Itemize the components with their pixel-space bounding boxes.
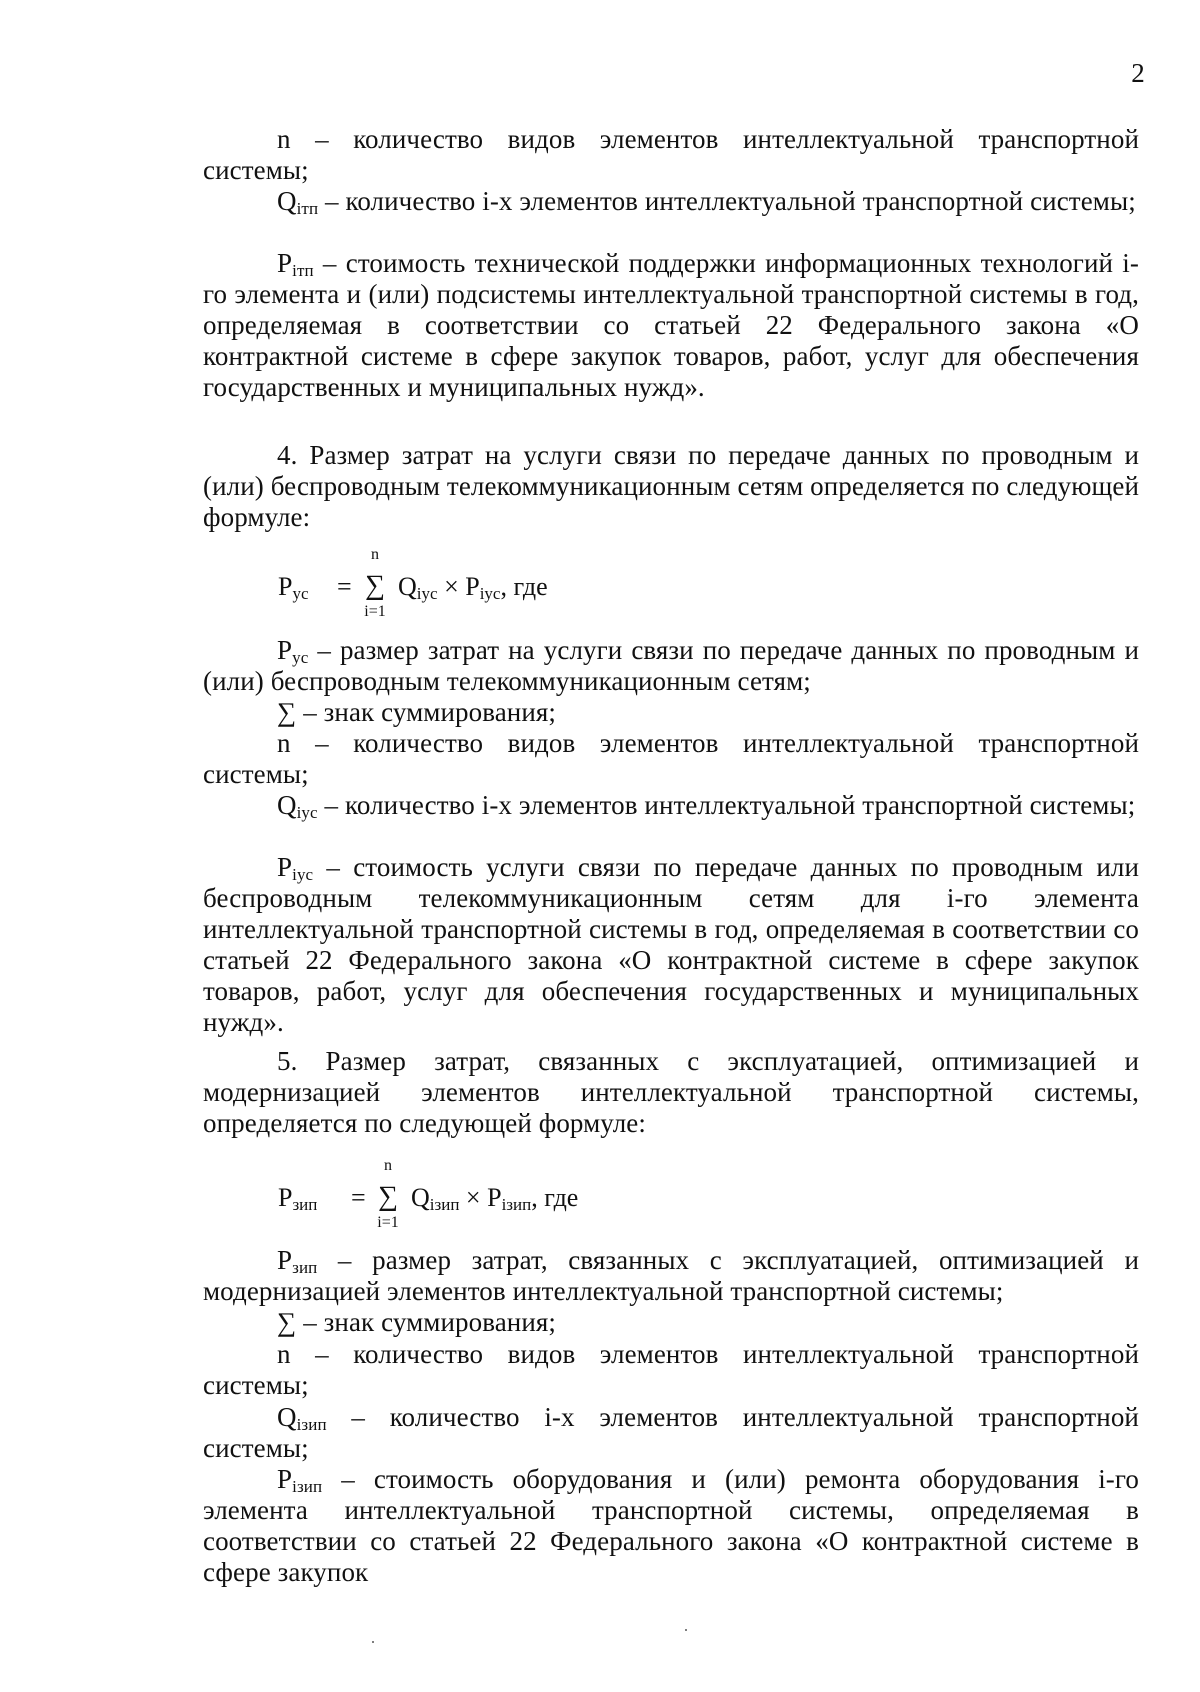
- definition-p-ius-text: – стоимость услуги связи по передаче данных по проводным или беспроводным телекоммуникационным сетям для i-го элемента интеллектуальной транспортной системы в год, определяемая в соответствии со статьей 22 Федерального закона «О контрактной системе в сфере закупок товаров, работ, услуг для обеспечения государственных и муниципальных нужд».: [203, 852, 1139, 1037]
- q-ius-subscript: iус: [296, 803, 318, 822]
- p-ius-subscript: iус: [292, 865, 314, 884]
- formula-pus-rhs: $Q_{iус} \times P_{iус}$, где: [398, 572, 548, 603]
- definition-p-itp: $P_{iтп}$ – стоимость технической поддержки информационных технологий i-го элемента и (или) подсистемы интеллектуальной транспортной системы в год, определяемая в соответствии со статьей 22 Федерального закона «О контрактной системе в сфере закупок товаров, работ, услуг для обеспечения государственных и муниципальных нужд».: [203, 248, 1139, 402]
- sigma-icon: ∑: [365, 570, 385, 601]
- formula-pzip-q-subscript: iзип: [429, 1195, 460, 1214]
- p-izip-subscript: iзип: [292, 1477, 323, 1496]
- p-itp-subscript: iтп: [292, 261, 314, 280]
- formula-pzip-sum-lower: i=1: [377, 1214, 399, 1231]
- definition-sigma-2: ∑ – знак суммирования;: [277, 1307, 557, 1337]
- section-4-intro: 4. Размер затрат на услуги связи по передаче данных по проводным и (или) беспроводным телекоммуникационным сетям определяется по следующей формуле:: [203, 440, 1140, 532]
- definition-p-ius: $P_{iус}$ – стоимость услуги связи по передаче данных по проводным или беспроводным телекоммуникационным сетям для i-го элемента интеллектуальной транспортной системы в год, определяемая в соответствии со статьей 22 Федерального закона «О контрактной системе в сфере закупок товаров, работ, услуг для обеспечения государственных и муниципальных нужд».: [203, 852, 1139, 1037]
- q-izip-subscript: iзип: [296, 1415, 327, 1434]
- definition-n-izip: n – количество видов элементов интеллектуальной транспортной системы;: [203, 1339, 1139, 1400]
- definition-pzip: $P_{зип}$ – размер затрат, связанных с эксплуатацией, оптимизацией и модернизацией элементов интеллектуальной транспортной системы;: [203, 1245, 1139, 1306]
- pus-subscript: ус: [292, 648, 309, 667]
- formula-pzip-sum-upper: n: [384, 1157, 392, 1174]
- formula-pus-equals: =: [337, 572, 352, 601]
- definition-pus-text: – размер затрат на услуги связи по передаче данных по проводным и (или) беспроводным телекоммуникационным сетям;: [203, 635, 1139, 696]
- definition-p-izip-text: – стоимость оборудования и (или) ремонта оборудования i-го элемента интеллектуальной транспортной системы, определяемая в соответствии со статьей 22 Федерального закона «О контрактной системе в сфере закупок: [203, 1464, 1139, 1587]
- formula-pzip-lhs: $P_{зип}$: [278, 1183, 318, 1214]
- section-5-intro: 5. Размер затрат, связанных с эксплуатацией, оптимизацией и модернизацией элементов интеллектуальной транспортной системы, определяется по следующей формуле:: [203, 1046, 1139, 1138]
- formula-pus-tail: , где: [500, 572, 548, 601]
- definition-pus: $P_{ус}$ – размер затрат на услуги связи по передаче данных по проводным и (или) беспроводным телекоммуникационным сетям;: [203, 635, 1139, 696]
- q-itp-subscript: iтп: [296, 199, 319, 218]
- definition-p-itp-text: – стоимость технической поддержки информационных технологий i-го элемента и (или) подсистемы интеллектуальной транспортной системы в год, определяемая в соответствии со статьей 22 Федерального закона «О контрактной системе в сфере закупок товаров, работ, услуг для обеспечения государственных и муниципальных нужд».: [203, 248, 1139, 402]
- formula-pus-times: ×: [444, 572, 459, 601]
- formula-pzip-rhs: $Q_{iзип} \times P_{iзип}$, где: [411, 1183, 579, 1214]
- definition-p-izip: $P_{iзип}$ – стоимость оборудования и (или) ремонта оборудования i-го элемента интеллектуальной транспортной системы, определяемая в соответствии со статьей 22 Федерального закона «О контрактной системе в сфере закупок: [203, 1464, 1139, 1587]
- sigma-icon: ∑: [378, 1181, 398, 1212]
- formula-pzip-p-subscript: iзип: [501, 1195, 532, 1214]
- formula-pus-q-subscript: iус: [416, 584, 438, 603]
- formula-pzip-sum: [373, 1157, 403, 1237]
- formula-pus-p-subscript: iус: [479, 584, 501, 603]
- definition-q-itp: $Q_{iтп}$ – количество i-х элементов интеллектуальной транспортной системы;: [277, 186, 1136, 218]
- formula-pus-sum-lower: i=1: [364, 603, 386, 620]
- definition-n-itp: n – количество видов элементов интеллектуальной транспортной системы;: [203, 124, 1139, 185]
- definition-q-izip: $Q_{iзип}$ – количество i-х элементов интеллектуальной транспортной системы;: [203, 1402, 1139, 1463]
- formula-pzip-times: ×: [465, 1183, 481, 1212]
- definition-q-izip-text: – количество i-х элементов интеллектуальной транспортной системы;: [203, 1402, 1139, 1463]
- scan-speck: [685, 1629, 687, 1631]
- formula-pzip-equals: =: [351, 1183, 366, 1212]
- formula-pzip-lhs-subscript: зип: [292, 1195, 318, 1214]
- definition-pzip-text: – размер затрат, связанных с эксплуатацией, оптимизацией и модернизацией элементов интеллектуальной транспортной системы;: [203, 1245, 1139, 1306]
- formula-pus-lhs-subscript: ус: [292, 584, 309, 603]
- definition-n-ius: n – количество видов элементов интеллектуальной транспортной системы;: [203, 728, 1139, 789]
- page-number: 2: [1131, 58, 1145, 88]
- scan-speck: [372, 1641, 374, 1643]
- definition-q-ius: $Q_{iус}$ – количество i-х элементов интеллектуальной транспортной системы;: [277, 790, 1136, 822]
- definition-sigma-1: ∑ – знак суммирования;: [277, 697, 557, 727]
- formula-pus-sum: [360, 546, 390, 626]
- pzip-subscript: зип: [292, 1258, 318, 1277]
- definition-q-itp-text: – количество i-х элементов интеллектуальной транспортной системы;: [318, 186, 1136, 216]
- formula-pus-sum-upper: n: [371, 546, 379, 563]
- formula-pzip-tail: , где: [531, 1183, 579, 1212]
- definition-q-ius-text: – количество i-х элементов интеллектуальной транспортной системы;: [317, 790, 1136, 820]
- formula-pus-lhs: $P_{ус}$: [278, 572, 309, 603]
